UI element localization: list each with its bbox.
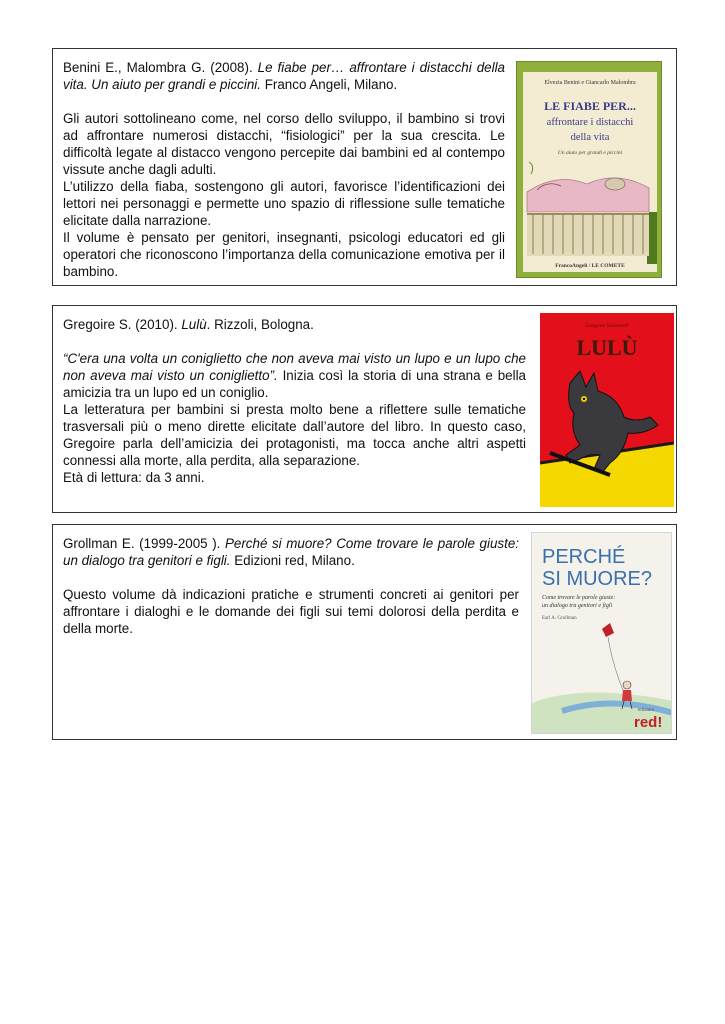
book-cover-le-fiabe-per [516,61,662,278]
entry-text [63,59,505,280]
entry-text [63,316,526,486]
book-cover-lulu [540,313,674,507]
citation-authors: Grollman E. (1999-2005 ). [63,536,225,551]
cover-title-line2: affrontare i distacchi [546,117,634,128]
book-entry-gregoire [52,305,677,513]
cover-title: LULÙ [576,335,638,360]
citation-publisher: Franco Angeli, Milano. [261,77,398,92]
cover-author: Grégoire Solotareff [585,323,629,329]
quote-text: “C'era una volta un coniglietto che non aveva mai visto un lupo e un lupo che non aveva mai visto un coniglietto”. [63,351,526,383]
cover-title-line2: SI MUORE? [542,568,653,590]
description-paragraph: Questo volume dà indicazioni pratiche e strumenti concreti ai genitori per affrontare i dialoghi e le domande dei figli sui temi dolorosi della perdita e della morte. [63,587,519,636]
citation-publisher: Edizioni red, Milano. [230,553,355,568]
description-paragraph: Il volume è pensato per genitori, insegnanti, psicologi educatori ed gli operatori che riconoscono l’importanza della comunicazione emotiva per il bambino. [63,230,505,279]
citation [63,316,526,333]
cover-authors: Elvezia Benini e Giancarlo Malombra [544,80,636,86]
book-entry-grollman [52,524,677,740]
cover-subtitle: Un aiuto per grandi e piccini [557,150,623,156]
quote-paragraph [63,350,526,401]
cover-publisher-small: edizioni [638,708,655,713]
cover-title-line3: della vita [570,132,610,143]
book-entry-benini [52,48,677,286]
cover-author: Earl A. Grollman [542,616,577,621]
description-paragraph: Gli autori sottolineano come, nel corso dello sviluppo, il bambino si trovi ad affrontare numerosi distacchi, “fisiologici” per la sua crescita. Le difficoltà legate al distacco vengono percepite dai bambini ed al contempo vissute anche dagli adulti. [63,111,505,177]
description-paragraph: La letteratura per bambini si presta molto bene a riflettere sulle tematiche trasversali più o meno dirette elicitate dall’autore del libro. In questo caso, Gregoire parla dell’amicizia dei protagonisti, ma tocca anche altri aspetti connessi alla morte, alla perdita, alla separazione. [63,402,526,468]
citation-title: Lulù [181,317,207,332]
citation-title: Le fiabe per… affrontare i distacchi della vita. Un aiuto per grandi e piccini. [63,60,505,92]
description-paragraph: Età di lettura: da 3 anni. [63,470,205,485]
citation [63,59,505,93]
cover-title-line1: LE FIABE PER... [544,99,636,113]
citation [63,535,519,569]
description-paragraph: L’utilizzo della fiaba, sostengono gli autori, favorisce l’identificazioni dei lettori nei personaggi e permette uno spazio di riflessione sulle tematiche elicitate dalla narrazione. [63,179,505,228]
citation-authors: Benini E., Malombra G. (2008). [63,60,258,75]
quote-continuation: Inizia così la storia di una strana e bella amicizia tra un lupo ed un coniglio. [63,368,526,400]
cover-publisher: red! [634,714,663,731]
cover-subtitle-line2: un dialogo tra genitori e figli [542,603,613,609]
citation-title: Perché si muore? Come trovare le parole giuste: un dialogo tra genitori e figli. [63,536,520,568]
citation-authors: Gregoire S. (2010). [63,317,182,332]
cover-publisher: FrancoAngeli / LE COMETE [555,263,625,269]
cover-title-line1: PERCHÉ [542,546,626,568]
book-cover-perche-si-muore [531,532,672,734]
entry-text [63,535,519,637]
citation-publisher: . Rizzoli, Bologna. [206,317,314,332]
cover-subtitle-line1: Come trovare le parole giuste: [542,595,616,601]
